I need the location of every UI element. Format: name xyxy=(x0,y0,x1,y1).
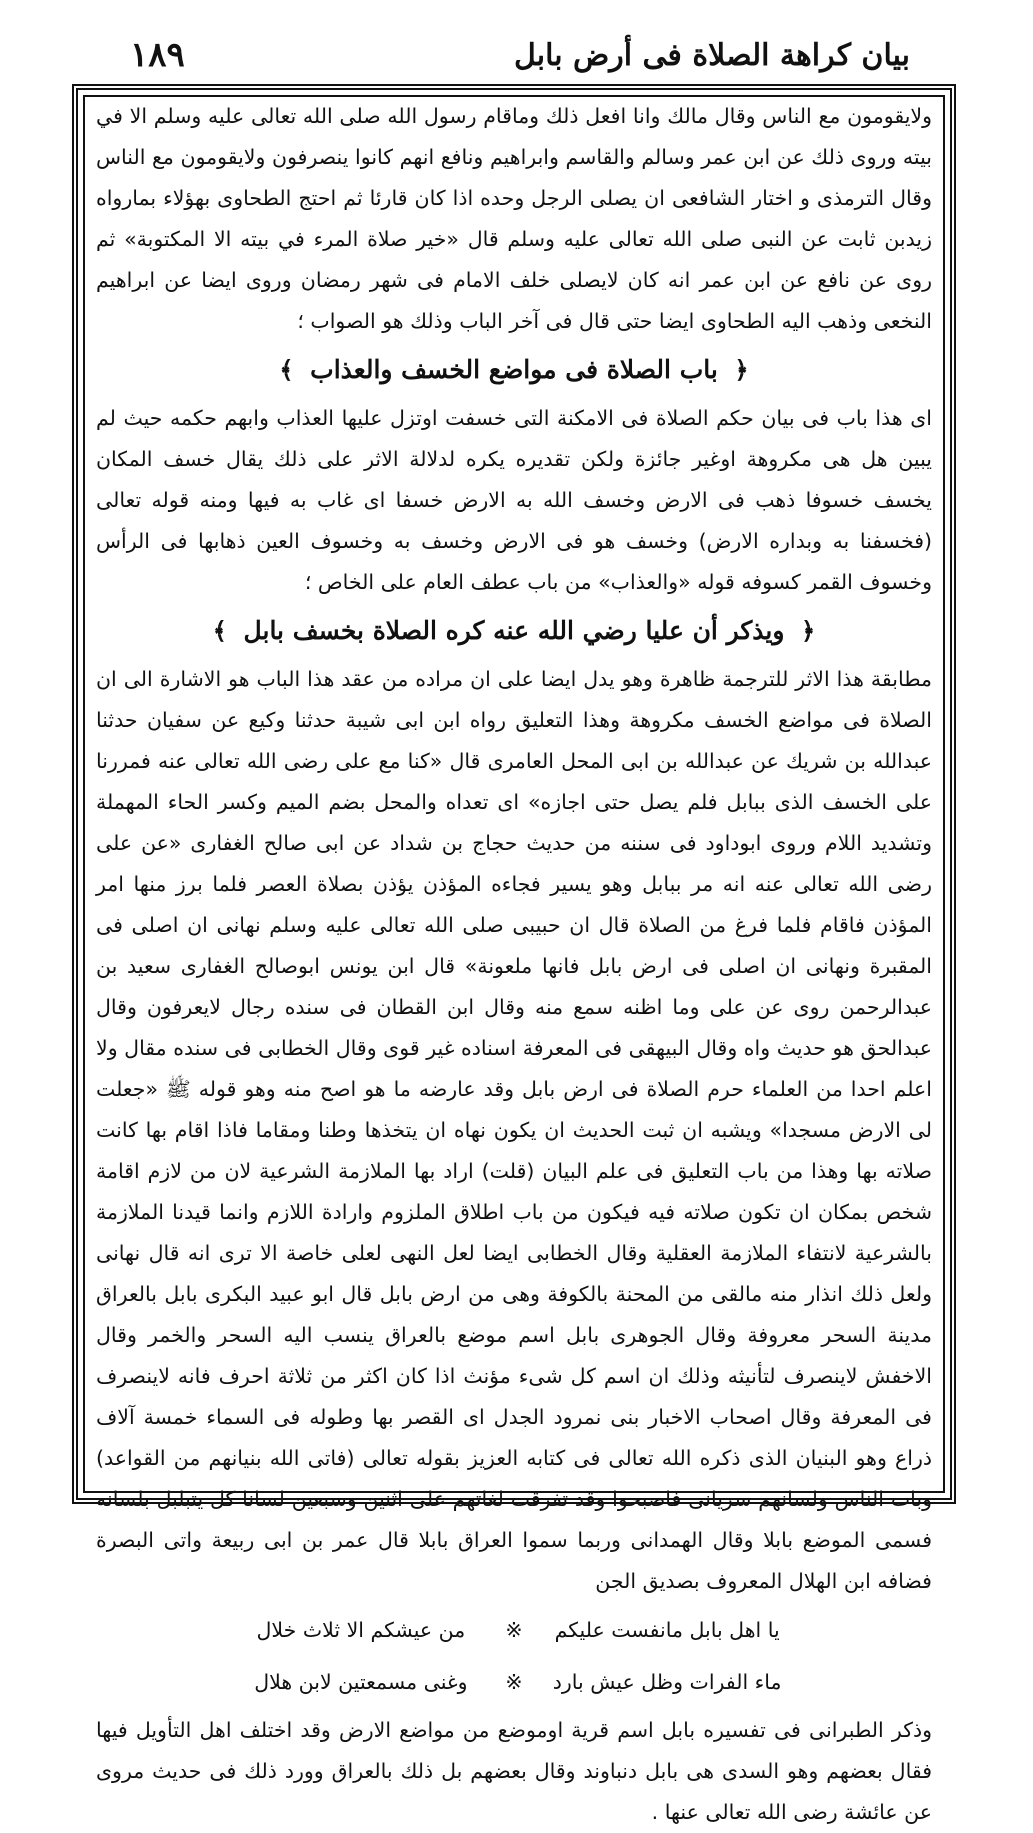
poem-separator-icon: ※ xyxy=(505,1670,523,1694)
paragraph-commentary: ای هذا باب فی بيان حكم الصلاة فی الامكنة التی خسفت اوتزل عليها العذاب وابهم حكمه حيث لم يبين هل هی مكروهة اوغير جائزة ولكن تقديره يكره لدلالة الاثر على ذلك يقال خسف المكان يخسف خسوفا ذهب فی الارض وخسف الله به الارض خسفا ای غاب به فيها ومنه قوله تعالى (فخسفنا به وبداره الارض) وخسف هو فی الارض وخسف به وخسوف العين ذهابها فی الرأس وخسوف القمر كسوفه قوله «والعذاب» من باب عطف العام على الخاص ؛ xyxy=(96,406,932,594)
ornament-icon: ﴾ xyxy=(279,355,294,384)
running-title: بیان کراهة الصلاة فی أرض بابل xyxy=(514,37,910,73)
chapter-heading-1-text: باب الصلاة فی مواضع الخسف والعذاب xyxy=(310,355,718,384)
poem-hemistich: وغنی مسمعتين لابن هلال xyxy=(254,1670,468,1694)
poem-hemistich: من عيشكم الا ثلاث خلال xyxy=(256,1618,466,1642)
page-header xyxy=(130,30,910,80)
chapter-heading-2-text: ويذكر أن عليا رضي الله عنه كره الصلاة بخسف بابل xyxy=(243,616,785,645)
ornament-icon: ﴾ xyxy=(212,616,227,645)
poem-separator-icon: ※ xyxy=(505,1618,523,1642)
ornament-icon: ﴿ xyxy=(801,616,816,645)
page-body xyxy=(96,96,932,1824)
poem-verse-2 xyxy=(96,1658,932,1706)
ornament-icon: ﴿ xyxy=(734,355,749,384)
page-number: ١٨٩ xyxy=(130,35,185,75)
poem-hemistich: ماء الفرات وظل عيش بارد xyxy=(552,1670,782,1694)
paragraph-intro: ولايقومون مع الناس وقال مالك وانا افعل ذلك وماقام رسول الله صلى الله تعالى عليه وسلم الا في بيته وروى ذلك عن ابن عمر وسالم والقاسم وابراهيم ونافع انهم كانوا ينصرفون ولايقومون مع الناس وقال الترمذی و اختار الشافعی ان يصلی الرجل وحده اذا كان قارئا ثم احتج الطحاوی بهؤلاء بمارواه زيدبن ثابت عن النبی صلى الله تعالى عليه وسلم قال «خير صلاة المرء في بيته الا المكتوبة» ثم روی عن نافع عن ابن عمر انه كان لايصلی خلف الامام فی شهر رمضان وروی ايضا عن ابراهيم النخعی وذهب اليه الطحاوی ايضا حتی قال فی آخر الباب وذلك هو الصواب ؛ xyxy=(96,104,932,333)
poem-hemistich: يا اهل بابل مانفست عليكم xyxy=(554,1618,780,1642)
chapter-heading-1 xyxy=(96,342,932,398)
poem-verse-1 xyxy=(96,1606,932,1654)
chapter-heading-2 xyxy=(96,603,932,659)
paragraph-main: مطابقة هذا الاثر للترجمة ظاهرة وهو يدل ايضا على ان مراده من عقد هذا الباب هو الاشارة الى ان الصلاة فی مواضع الخسف مكروهة وهذا التعليق رواه ابن ابی شيبة حدثنا وكيع عن سفيان حدثنا عبدالله بن شريك عن عبدالله بن ابی المحل العامری قال «كنا مع علی رضی الله تعالى عنه فمررنا على الخسف الذی ببابل فلم يصل حتی اجازه» ای تعداه والمحل بضم الميم وكسر الحاء المهملة وتشديد اللام وروی ابوداود فی سننه من حديث حجاج بن شداد عن ابی صالح الغفاری «عن علی رضی الله تعالى عنه انه مر ببابل وهو يسير فجاءه المؤذن يؤذن بصلاة العصر فلما برز منها امر المؤذن فاقام فلما فرغ من الصلاة قال ان حبيبی صلى الله تعالى عليه وسلم نهانی ان اصلی فی المقبرة ونهانی ان اصلی فی ارض بابل فانها ملعونة» قال ابن يونس ابوصالح الغفاری سعيد بن عبدالرحمن روی عن علی وما اظنه سمع منه وقال ابن القطان فی سنده رجال لايعرفون وقال عبدالحق هو حديث واه وقال البيهقی فی المعرفة اسناده غير قوی وقال الخطابی فی سنده مقال ولا اعلم احدا من العلماء حرم الصلاة فی ارض بابل وقد عارضه ما هو اصح منه وهو قوله ﷺ «جعلت لی الارض مسجدا» ويشبه ان ثبت الحديث ان يكون نهاه ان يتخذها وطنا ومقاما فاذا اقام بها كانت صلاته بها وهذا من باب التعليق فی علم البيان (قلت) اراد بها الملازمة الشرعية لان من لازم اقامة شخص بمكان ان تكون صلاته فيه فيكون من باب اطلاق الملزوم وارادة اللازم وانما قيدنا الملازمة بالشرعية لانتفاء الملازمة العقلية وقال الخطابی ايضا لعل النهی لعلی خاصة الا ترى انه قال نهانی ولعل ذلك انذار منه مالقی من المحنة بالكوفة وهی من ارض بابل قال ابو عبيد البكری بابل بالعراق مدينة السحر معروفة وقال الجوهری بابل اسم موضع بالعراق ينسب اليه السحر والخمر وقال الاخفش لاينصرف لتأنيثه وذلك ان اسم كل شیء مؤنث اذا كان اكثر من ثلاثة احرف فانه لاينصرف فی المعرفة وقال اصحاب الاخبار بنی نمرود الجدل ای القصر بها وطوله فی السماء خمسة آلاف ذراع وهو البنيان الذی ذكره الله تعالى فی كتابه العزيز بقوله تعالى (فاتی الله بنيانهم من القواعد) وبات الناس ولسانهم سريانی فاصبحوا وقد تفرقت لغاتهم على اثنين وسبعين لسانا كل يتبلبل بلسانه فسمی الموضع بابلا وقال الهمدانی وربما سموا العراق بابلا قال عمر بن ابی ربيعة واتی البصرة فضافه ابن الهلال المعروف بصديق الجن xyxy=(96,667,932,1593)
paragraph-closing: وذكر الطبرانی فی تفسيره بابل اسم قرية اوموضع من مواضع الارض وقد اختلف اهل التأويل فيها فقال بعضهم وهو السدی هی بابل دنباوند وقال بعضهم بل ذلك بالعراق وورد ذلك فی حديث مروی عن عائشة رضی الله تعالى عنها . xyxy=(96,1718,932,1824)
